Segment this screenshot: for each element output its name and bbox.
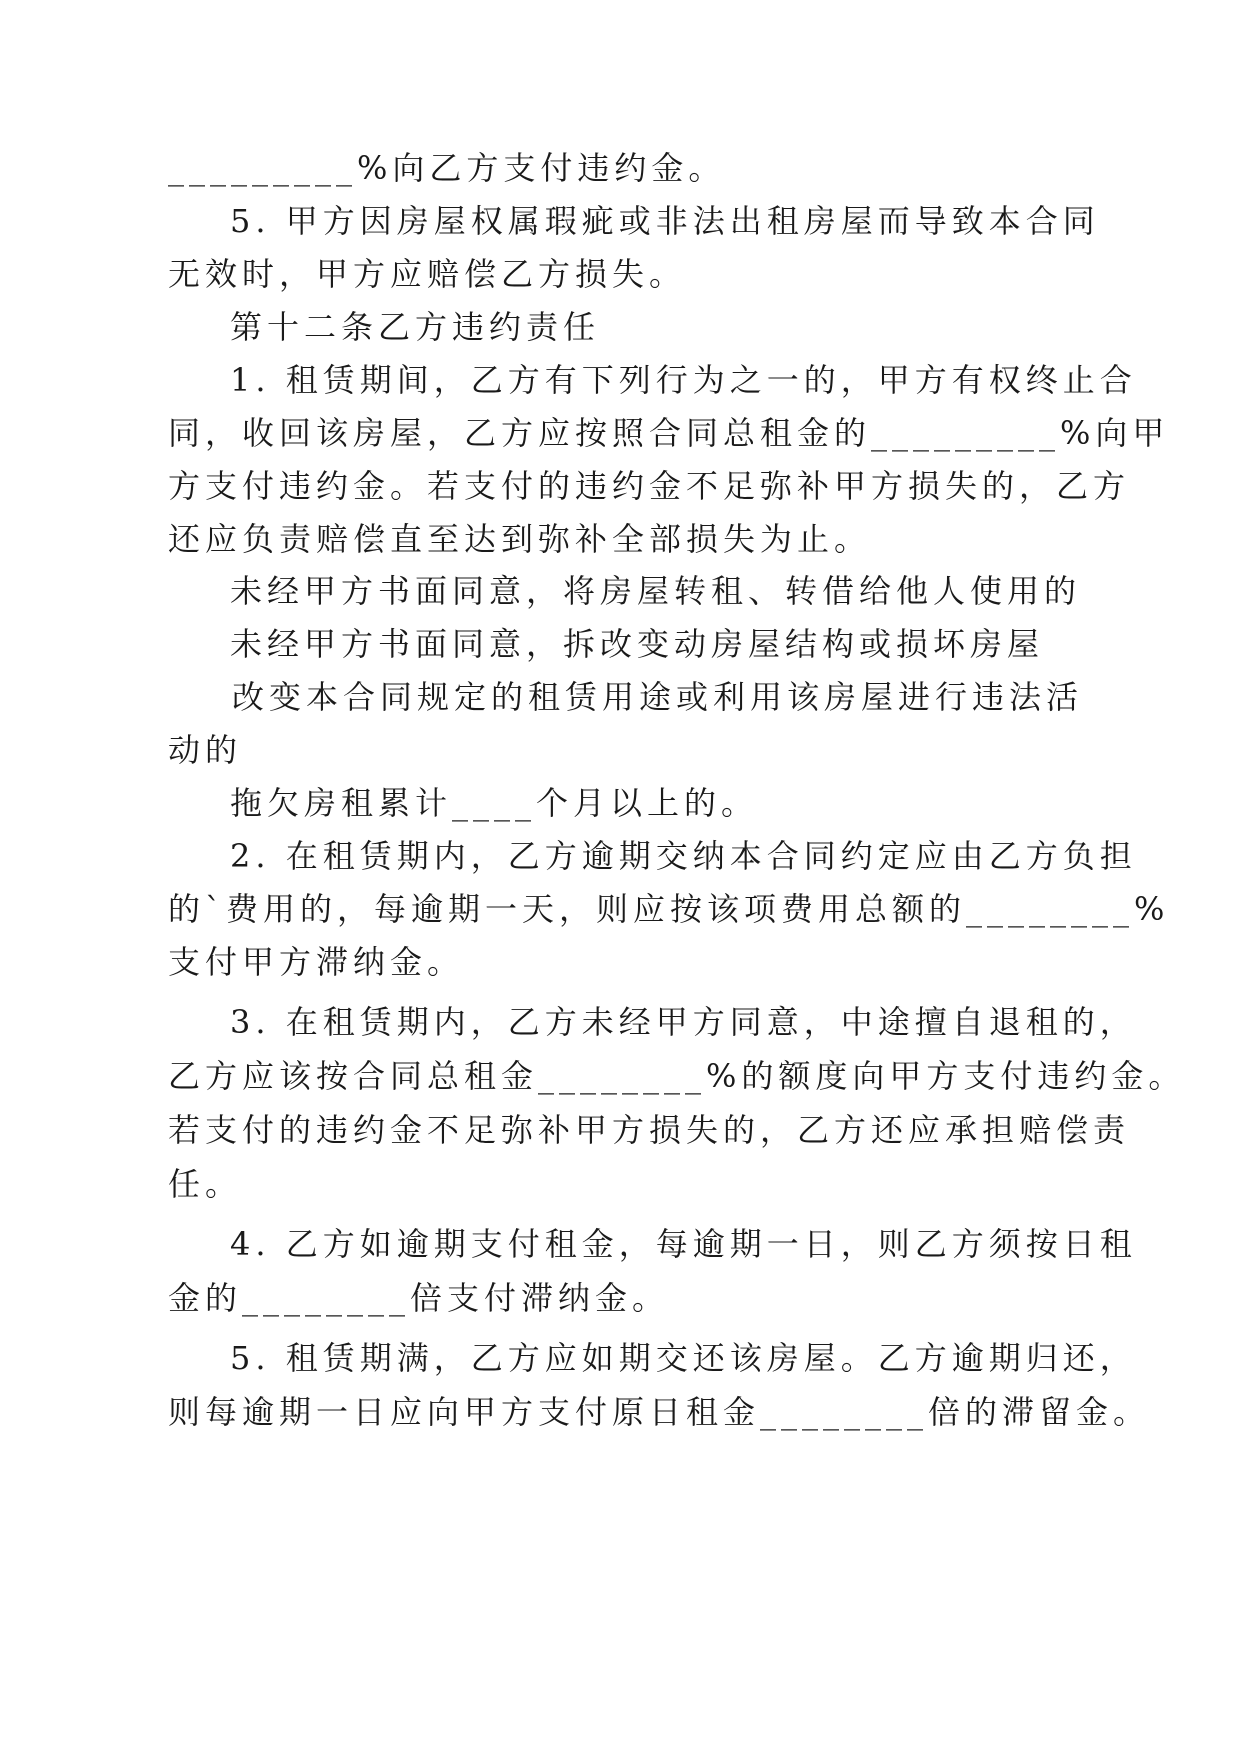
line-text: 的`费用的，每逾期一天，则应按该项费用总额的________%: [168, 890, 1170, 928]
line-text: 1. 租赁期间，乙方有下列行为之一的，甲方有权终止合: [230, 361, 1137, 399]
line-text: 任。: [168, 1165, 243, 1203]
text-line: [0, 360, 1241, 400]
line-text: 乙方应该按合同总租金________%的额度向甲方支付违约金。: [168, 1057, 1186, 1095]
text-line: [0, 1002, 1241, 1042]
line-text: 动的: [168, 731, 243, 769]
text-line: [0, 889, 1241, 929]
text-line: [0, 519, 1241, 559]
line-text: 拖欠房租累计____个月以上的。: [230, 784, 759, 822]
line-text: 改变本合同规定的租赁用途或利用该房屋进行违法活: [232, 678, 1084, 716]
text-line: [0, 148, 1241, 188]
text-line: [0, 942, 1241, 982]
text-line: [0, 413, 1241, 453]
text-line: [0, 624, 1241, 664]
text-line: [0, 1056, 1241, 1096]
text-line: [0, 1338, 1241, 1378]
line-text: 金的________倍支付滞纳金。: [168, 1279, 670, 1317]
line-text: 无效时，甲方应赔偿乙方损失。: [168, 255, 687, 293]
line-text: 支付甲方滞纳金。: [168, 943, 465, 981]
text-line: [0, 677, 1241, 717]
line-text: _________%向乙方支付违约金。: [168, 149, 726, 187]
line-text: 同，收回该房屋，乙方应按照合同总租金的_________%向甲: [168, 414, 1170, 452]
line-text: 5. 甲方因房屋权属瑕疵或非法出租房屋而导致本合同: [230, 202, 1100, 240]
text-line: [0, 201, 1241, 241]
line-text: 4. 乙方如逾期支付租金，每逾期一日，则乙方须按日租: [230, 1225, 1137, 1263]
line-text: 3. 在租赁期内，乙方未经甲方同意，中途擅自退租的，: [230, 1003, 1137, 1041]
line-text: 若支付的违约金不足弥补甲方损失的，乙方还应承担赔偿责: [168, 1111, 1131, 1149]
line-text: 2. 在租赁期内，乙方逾期交纳本合同约定应由乙方负担: [230, 837, 1137, 875]
text-line: [0, 730, 1241, 770]
text-line: [0, 1110, 1241, 1150]
line-text: 第十二条乙方违约责任: [230, 308, 601, 346]
text-line: [0, 783, 1241, 823]
line-text: 5. 租赁期满，乙方应如期交还该房屋。乙方逾期归还，: [230, 1339, 1137, 1377]
text-line: [0, 254, 1241, 294]
text-line: [0, 1164, 1241, 1204]
text-line: [0, 466, 1241, 506]
text-line: [0, 1224, 1241, 1264]
text-line: [0, 1278, 1241, 1318]
line-text: 则每逾期一日应向甲方支付原日租金________倍的滞留金。: [168, 1393, 1151, 1431]
text-line: [0, 836, 1241, 876]
line-text: 未经甲方书面同意，拆改变动房屋结构或损坏房屋: [230, 625, 1045, 663]
text-line: [0, 571, 1241, 611]
line-text: 还应负责赔偿直至达到弥补全部损失为止。: [168, 520, 872, 558]
line-text: 未经甲方书面同意，将房屋转租、转借给他人使用的: [230, 572, 1082, 610]
text-line: [0, 1392, 1241, 1432]
section-heading: [0, 307, 1241, 347]
line-text: 方支付违约金。若支付的违约金不足弥补甲方损失的，乙方: [168, 467, 1131, 505]
